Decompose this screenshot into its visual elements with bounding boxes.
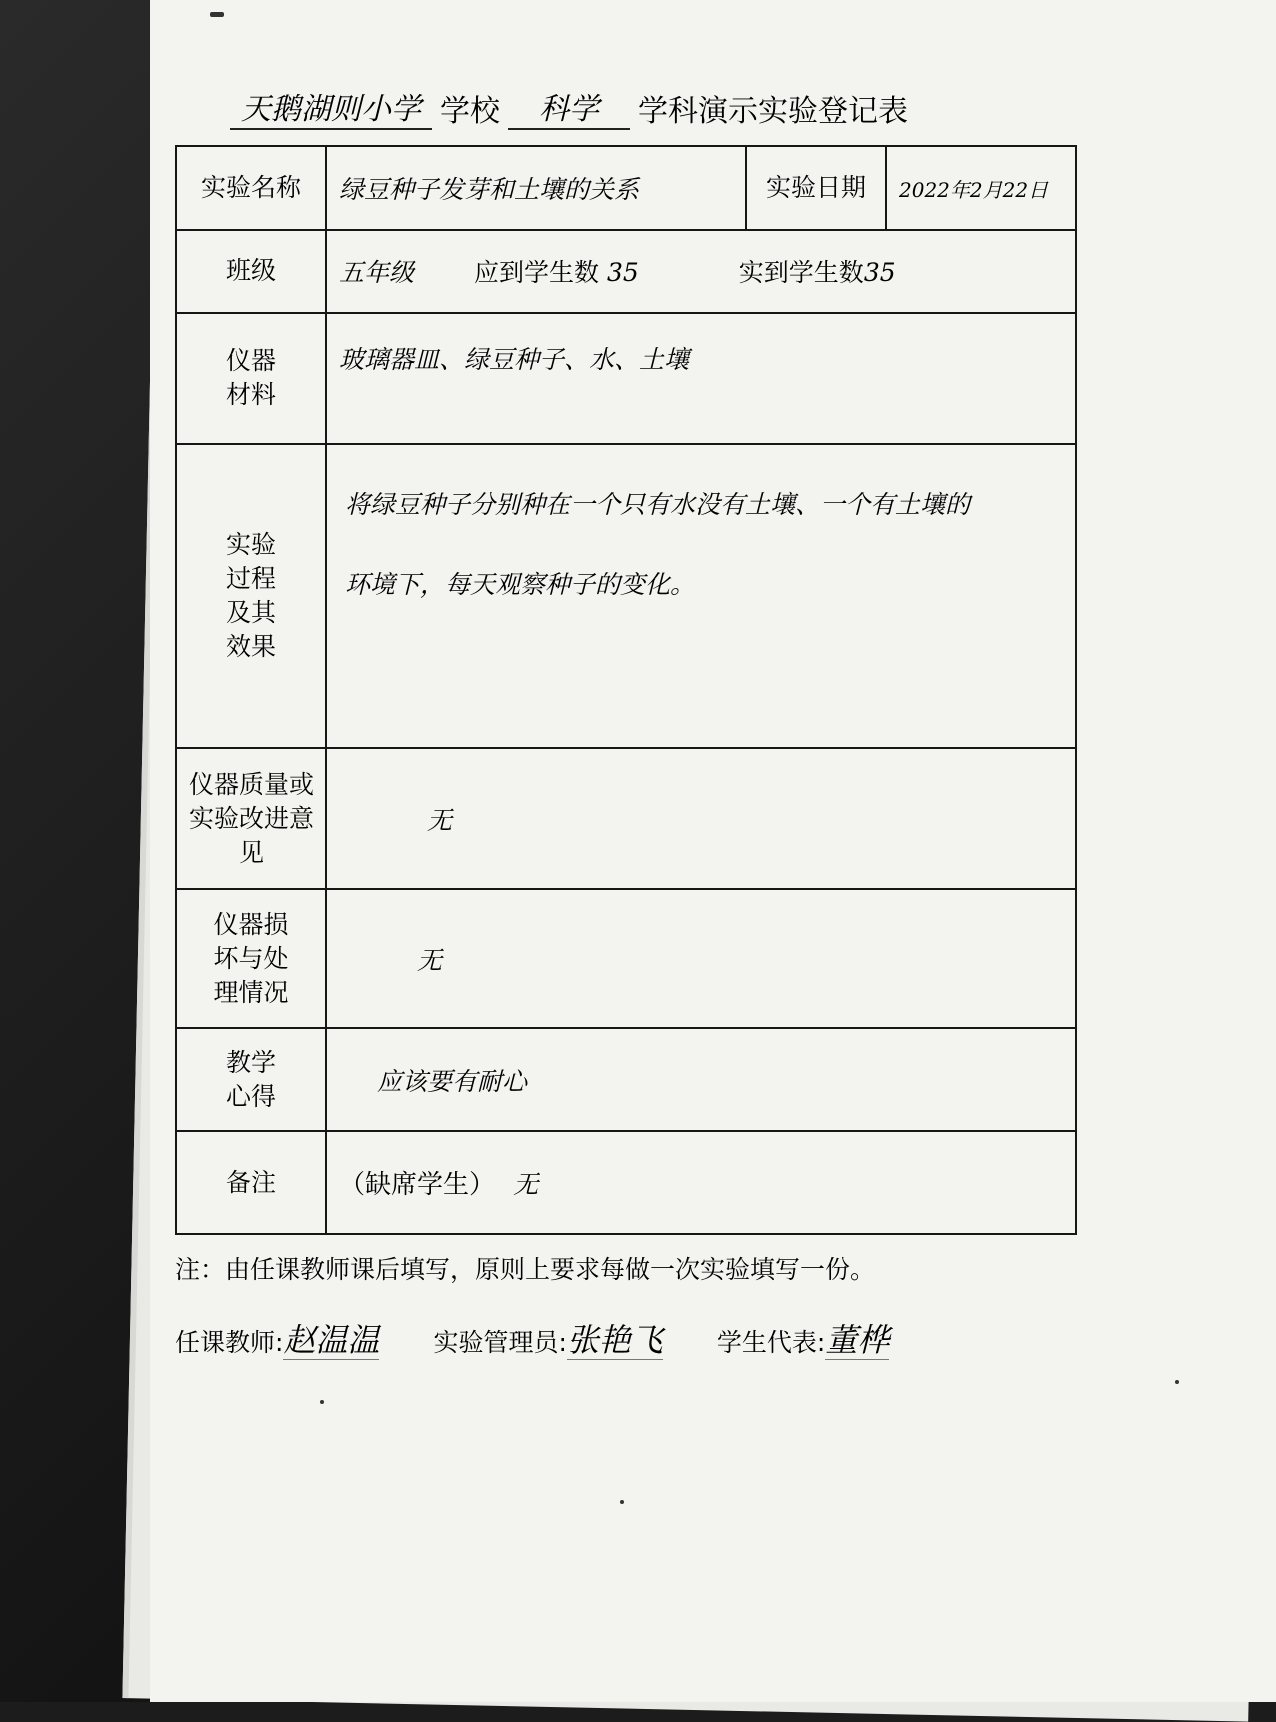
class-cell — [326, 230, 1076, 312]
remarks-value: 无 — [513, 1170, 539, 1200]
experiment-name-label: 实验名称 — [176, 146, 326, 230]
quality-label — [176, 748, 326, 890]
title-suffix: 学科演示实验登记表 — [638, 94, 908, 129]
row-remarks — [176, 1131, 1076, 1234]
ink-mark — [210, 12, 224, 17]
actual-value: 35 — [863, 258, 896, 288]
reflection-label — [176, 1028, 326, 1131]
school-name: 天鹅湖则小学 — [230, 84, 432, 130]
experiment-name-value: 绿豆种子发芽和土壤的关系 — [326, 146, 746, 230]
reflection-label-text: 教学心得 — [225, 1047, 276, 1111]
student-label: 学生代表: — [716, 1328, 826, 1357]
remarks-cell — [326, 1131, 1076, 1234]
materials-label-text: 仪器材料 — [225, 346, 276, 410]
row-damage — [176, 889, 1076, 1028]
expected-value: 35 — [606, 258, 639, 288]
materials-value: 玻璃器皿、绿豆种子、水、土壤 — [326, 313, 1076, 445]
teacher-signature: 赵温温 — [283, 1321, 380, 1359]
teacher-label: 任课教师: — [175, 1328, 284, 1357]
damage-label-text: 仪器损坏与处理情况 — [213, 909, 289, 1007]
row-materials — [176, 313, 1076, 445]
school-label: 学校 — [440, 94, 500, 129]
process-line-1: 将绿豆种子分别种在一个只有水没有土壤、一个有土壤的 — [345, 490, 971, 520]
teacher-signature-block — [175, 1315, 379, 1361]
process-label — [176, 444, 326, 747]
date-value: 2022年2月22日 — [886, 146, 1076, 230]
damage-value: 无 — [326, 889, 1076, 1028]
subject-name: 科学 — [508, 84, 630, 130]
process-line-2: 环境下，每天观察种子的变化。 — [345, 570, 696, 600]
reflection-value: 应该要有耐心 — [326, 1028, 1076, 1131]
process-cell — [326, 444, 1076, 747]
materials-label — [176, 313, 326, 445]
date-label: 实验日期 — [746, 146, 886, 230]
student-signature-block — [717, 1315, 889, 1361]
actual-students — [739, 253, 896, 289]
process-label-text: 实验过程及其效果 — [225, 529, 276, 661]
footer-note: 注：由任课教师课后填写，原则上要求每做一次实验填写一份。 — [175, 1255, 876, 1284]
actual-label: 实到学生数 — [738, 258, 864, 288]
row-quality — [176, 748, 1076, 890]
ink-speck — [620, 1500, 624, 1504]
expected-label: 应到学生数 — [474, 258, 600, 288]
quality-value: 无 — [326, 748, 1076, 890]
row-experiment-name — [176, 146, 1076, 230]
form-title — [230, 78, 990, 130]
damage-label — [176, 889, 326, 1028]
ink-speck — [1175, 1380, 1179, 1384]
quality-label-text: 仪器质量或实验改进意见 — [189, 769, 315, 867]
remarks-prefix: （缺席学生） — [339, 1170, 496, 1201]
manager-signature: 张艳飞 — [566, 1321, 663, 1359]
experiment-register-table — [175, 145, 1077, 1235]
manager-signature-block — [433, 1315, 662, 1361]
student-signature: 董桦 — [825, 1321, 890, 1359]
row-reflection — [176, 1028, 1076, 1131]
row-process — [176, 444, 1076, 747]
manager-label: 实验管理员: — [433, 1328, 567, 1357]
class-value: 五年级 — [339, 258, 415, 288]
expected-students — [474, 253, 639, 289]
remarks-label: 备注 — [176, 1131, 326, 1234]
signature-row — [175, 1315, 1055, 1361]
ink-speck — [320, 1400, 324, 1404]
class-label: 班级 — [176, 230, 326, 312]
row-class — [176, 230, 1076, 312]
